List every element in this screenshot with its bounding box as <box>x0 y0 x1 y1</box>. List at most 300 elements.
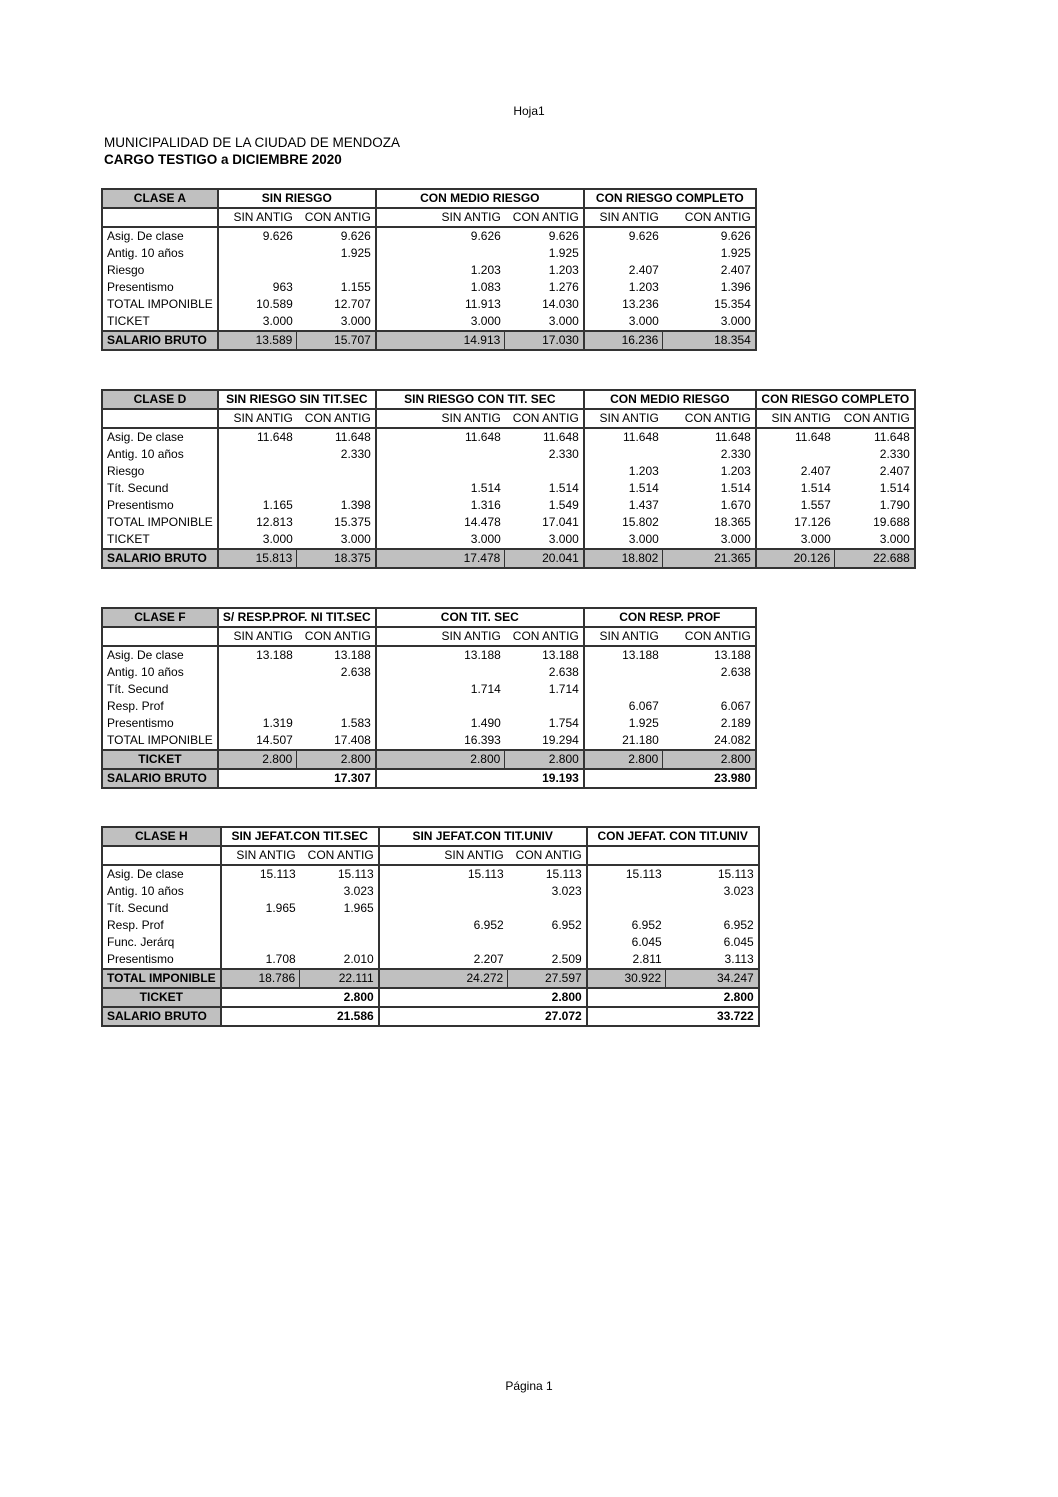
total-imponible-row-value: 34.247 <box>666 969 759 988</box>
row-value: 1.925 <box>297 245 376 262</box>
row-value: 14.507 <box>256 733 293 747</box>
row-value: 1.549 <box>505 497 584 514</box>
row-value: 11.648 <box>505 428 584 446</box>
row-value: 3.000 <box>800 532 831 546</box>
ticket-row <box>102 750 756 769</box>
row-value: 1.319 <box>262 716 293 730</box>
row-value: 1.514 <box>628 481 659 495</box>
row-value: 11.648 <box>835 428 915 446</box>
table-row <box>102 715 756 732</box>
row-value: 14.030 <box>505 296 584 313</box>
row-value: 17.126 <box>794 515 831 529</box>
table-row <box>102 951 759 969</box>
table-row <box>102 227 756 245</box>
row-value: 13.236 <box>622 297 659 311</box>
con-antig-header: CON ANTIG <box>505 208 584 227</box>
row-label: TICKET <box>102 313 218 331</box>
row-value <box>218 681 297 698</box>
row-value: 1.514 <box>505 480 584 497</box>
table-row <box>102 900 759 917</box>
page-header: Hoja1 <box>513 104 545 118</box>
row-value: 1.925 <box>663 245 756 262</box>
row-value: 1.203 <box>505 262 584 279</box>
con-antig-header: CON ANTIG <box>663 627 756 646</box>
row-value <box>297 480 376 497</box>
row-value <box>218 480 297 497</box>
table-row <box>102 698 756 715</box>
row-value: 11.648 <box>623 430 659 444</box>
table-row <box>102 664 756 681</box>
total-imponible-row-value: 24.272 <box>379 969 508 988</box>
row-value: 6.067 <box>628 699 659 713</box>
row-value: 17.408 <box>297 732 376 750</box>
group-header: SIN RIESGO <box>218 189 376 208</box>
row-value <box>379 900 508 917</box>
row-value: 3.000 <box>470 532 501 546</box>
total-imponible-row-label: TOTAL IMPONIBLE <box>102 969 221 988</box>
con-antig-header: CON ANTIG <box>505 409 584 428</box>
row-value: 3.000 <box>663 531 756 549</box>
con-antig-header: CON ANTIG <box>663 208 756 227</box>
group-header: SIN RIESGO SIN TIT.SEC <box>218 390 376 409</box>
row-value: 9.626 <box>628 229 659 243</box>
salario-bruto-row-value: 33.722 <box>587 1007 759 1026</box>
row-value: 2.638 <box>505 664 584 681</box>
row-label: Asig. De clase <box>102 428 218 446</box>
row-label: Antig. 10 años <box>102 245 218 262</box>
row-label: Presentismo <box>102 279 218 296</box>
row-label: Asig. De clase <box>102 646 218 664</box>
row-value: 11.648 <box>297 428 376 446</box>
salario-bruto-row-label: SALARIO BRUTO <box>102 331 218 350</box>
row-value: 10.589 <box>256 297 293 311</box>
row-label: Presentismo <box>102 951 221 969</box>
row-value <box>584 664 663 681</box>
document-subtitle: CARGO TESTIGO a DICIEMBRE 2020 <box>104 152 342 167</box>
row-label: TOTAL IMPONIBLE <box>102 514 218 531</box>
row-value <box>508 900 587 917</box>
salario-bruto-row-value: 15.707 <box>297 331 376 350</box>
table-row <box>102 480 915 497</box>
row-value: 6.952 <box>666 917 759 934</box>
row-label: Presentismo <box>102 497 218 514</box>
row-value: 2.407 <box>663 262 756 279</box>
row-value: 13.188 <box>256 648 293 662</box>
con-antig-header: CON ANTIG <box>297 208 376 227</box>
sin-antig-header: SIN ANTIG <box>376 208 505 227</box>
empty-corner <box>102 846 221 865</box>
row-value: 2.010 <box>300 951 379 969</box>
salario-bruto-row-label: SALARIO BRUTO <box>102 549 218 568</box>
row-value: 1.925 <box>505 245 584 262</box>
row-value <box>584 446 663 463</box>
row-value <box>297 463 376 480</box>
group-header: S/ RESP.PROF. NI TIT.SEC <box>218 608 376 627</box>
total-imponible-row-value: 30.922 <box>587 969 666 988</box>
row-value: 3.000 <box>470 314 501 328</box>
row-value: 2.407 <box>800 464 831 478</box>
class-label: CLASE D <box>102 390 218 409</box>
row-value <box>218 262 297 279</box>
row-value <box>663 681 756 698</box>
row-value <box>297 262 376 279</box>
total-imponible-row <box>102 969 759 988</box>
row-value: 1.203 <box>628 280 659 294</box>
salario-bruto-row-value: 17.307 <box>218 769 376 788</box>
row-value: 2.330 <box>505 446 584 463</box>
row-value: 3.023 <box>666 883 759 900</box>
group-header: CON TIT. SEC <box>376 608 584 627</box>
row-value <box>379 883 508 900</box>
row-value: 3.113 <box>666 951 759 969</box>
subheader-row <box>102 627 756 646</box>
table-row <box>102 681 756 698</box>
row-value: 2.407 <box>628 263 659 277</box>
row-label: TOTAL IMPONIBLE <box>102 296 218 313</box>
empty-corner <box>102 208 218 227</box>
salario-bruto-row-value: 23.980 <box>584 769 756 788</box>
salario-bruto-row-value: 18.375 <box>297 549 376 568</box>
table-clase-f <box>101 607 757 789</box>
row-value: 6.952 <box>473 918 504 932</box>
row-value: 1.790 <box>835 497 915 514</box>
con-antig-header: CON ANTIG <box>297 627 376 646</box>
group-header: CON MEDIO RIESGO <box>376 189 584 208</box>
row-label: Antig. 10 años <box>102 664 218 681</box>
table-row <box>102 917 759 934</box>
ticket-row-value: 2.800 <box>663 750 756 769</box>
row-value: 1.083 <box>470 280 501 294</box>
row-value: 1.583 <box>297 715 376 732</box>
table-row <box>102 883 759 900</box>
sin-antig-header: SIN ANTIG <box>221 846 300 865</box>
page-footer: Página 1 <box>505 1379 553 1393</box>
salario-bruto-row-value: 21.365 <box>663 549 756 568</box>
ticket-row-label: TICKET <box>102 988 221 1007</box>
row-value <box>376 245 505 262</box>
sin-antig-header: SIN ANTIG <box>756 409 835 428</box>
table-clase-a <box>101 188 757 351</box>
row-value: 3.000 <box>262 314 293 328</box>
row-value: 12.813 <box>256 515 293 529</box>
salario-bruto-row-value: 18.354 <box>663 331 756 350</box>
row-value: 3.000 <box>835 531 915 549</box>
row-label: Riesgo <box>102 262 218 279</box>
row-value: 1.203 <box>628 464 659 478</box>
table-row <box>102 646 756 664</box>
ticket-row-value: 2.800 <box>587 988 759 1007</box>
salario-bruto-row-value: 13.589 <box>218 331 297 350</box>
salario-bruto-row-value: 20.041 <box>505 549 584 568</box>
row-value: 1.490 <box>470 716 501 730</box>
row-value: 18.365 <box>663 514 756 531</box>
table-row <box>102 531 915 549</box>
group-header: CON JEFAT. CON TIT.UNIV <box>587 827 759 846</box>
table-row <box>102 262 756 279</box>
row-value <box>756 446 835 463</box>
row-value: 11.913 <box>465 297 501 311</box>
row-value: 1.203 <box>663 463 756 480</box>
row-value: 1.714 <box>470 682 501 696</box>
row-value <box>587 900 666 917</box>
table-row <box>102 279 756 296</box>
salario-bruto-row-value: 17.030 <box>505 331 584 350</box>
salario-bruto-row <box>102 1007 759 1026</box>
empty-corner <box>102 627 218 646</box>
ticket-row-value: 2.800 <box>221 988 379 1007</box>
row-value: 9.626 <box>262 229 293 243</box>
row-value: 15.113 <box>508 865 587 883</box>
sin-antig-header: SIN ANTIG <box>584 627 663 646</box>
row-value <box>666 900 759 917</box>
row-value: 1.670 <box>663 497 756 514</box>
row-value <box>505 463 584 480</box>
total-imponible-row-value: 18.786 <box>221 969 300 988</box>
class-label: CLASE F <box>102 608 218 627</box>
row-value: 1.203 <box>470 263 501 277</box>
row-value: 2.330 <box>663 446 756 463</box>
salario-bruto-row-value: 20.126 <box>756 549 835 568</box>
row-label: Tít. Secund <box>102 480 218 497</box>
subheader-row <box>102 208 756 227</box>
row-value: 3.023 <box>300 883 379 900</box>
subheader-row <box>102 846 759 865</box>
row-value <box>376 446 505 463</box>
row-value: 15.113 <box>666 865 759 883</box>
ticket-row-value: 2.800 <box>297 750 376 769</box>
row-label: Asig. De clase <box>102 227 218 245</box>
row-value <box>376 463 505 480</box>
row-value: 963 <box>272 280 293 294</box>
sin-antig-header: SIN ANTIG <box>218 208 297 227</box>
salario-bruto-row <box>102 331 756 350</box>
table-row <box>102 934 759 951</box>
row-value: 2.811 <box>632 952 662 966</box>
row-value: 2.189 <box>663 715 756 732</box>
row-value: 1.557 <box>800 498 831 512</box>
group-header-row <box>102 827 759 846</box>
row-value: 13.188 <box>622 648 659 662</box>
ticket-row-value: 2.800 <box>505 750 584 769</box>
row-label: Riesgo <box>102 463 218 480</box>
salario-bruto-row-value: 22.688 <box>835 549 915 568</box>
table-row <box>102 514 915 531</box>
row-value <box>218 698 297 715</box>
row-value: 6.952 <box>631 918 662 932</box>
class-label: CLASE A <box>102 189 218 208</box>
row-value <box>300 917 379 934</box>
row-value: 2.330 <box>297 446 376 463</box>
row-value <box>221 934 300 951</box>
document-title: MUNICIPALIDAD DE LA CIUDAD DE MENDOZA <box>104 135 401 150</box>
salario-bruto-row <box>102 769 756 788</box>
salario-bruto-row-value: 19.193 <box>376 769 584 788</box>
row-value: 6.045 <box>666 934 759 951</box>
group-header: CON RIESGO COMPLETO <box>584 189 756 208</box>
table-row <box>102 313 756 331</box>
ticket-row <box>102 988 759 1007</box>
row-label: Antig. 10 años <box>102 883 221 900</box>
row-value: 21.180 <box>622 733 659 747</box>
row-value <box>376 698 505 715</box>
row-value: 1.708 <box>265 952 296 966</box>
row-label: Tít. Secund <box>102 900 221 917</box>
row-label: TICKET <box>102 531 218 549</box>
row-value: 2.638 <box>297 664 376 681</box>
row-label: Presentismo <box>102 715 218 732</box>
group-header: CON MEDIO RIESGO <box>584 390 756 409</box>
group-header: SIN JEFAT.CON TIT.UNIV <box>379 827 587 846</box>
row-value: 3.000 <box>297 531 376 549</box>
con-antig-header: CON ANTIG <box>297 409 376 428</box>
row-value: 3.000 <box>505 531 584 549</box>
group-header-row <box>102 189 756 208</box>
row-value: 2.330 <box>835 446 915 463</box>
ticket-row-value: 2.800 <box>584 750 663 769</box>
row-value: 1.514 <box>835 480 915 497</box>
table-row <box>102 497 915 514</box>
ticket-row-label: TICKET <box>102 750 218 769</box>
row-value: 19.294 <box>505 732 584 750</box>
row-value <box>584 245 663 262</box>
row-label: Tít. Secund <box>102 681 218 698</box>
row-value: 9.626 <box>297 227 376 245</box>
row-value: 15.113 <box>467 867 504 881</box>
row-value: 9.626 <box>470 229 501 243</box>
row-label: Resp. Prof <box>102 917 221 934</box>
row-value: 3.023 <box>508 883 587 900</box>
con-antig-header: CON ANTIG <box>663 409 756 428</box>
empty-subheader <box>587 846 759 865</box>
row-value: 3.000 <box>663 313 756 331</box>
salario-bruto-row-value: 15.813 <box>218 549 297 568</box>
row-value: 1.396 <box>663 279 756 296</box>
row-label: Asig. De clase <box>102 865 221 883</box>
row-label: Resp. Prof <box>102 698 218 715</box>
empty-corner <box>102 409 218 428</box>
row-value: 1.925 <box>628 716 659 730</box>
con-antig-header: CON ANTIG <box>508 846 587 865</box>
sin-antig-header: SIN ANTIG <box>376 409 505 428</box>
row-value: 3.000 <box>628 314 659 328</box>
row-value: 9.626 <box>663 227 756 245</box>
row-value: 2.407 <box>835 463 915 480</box>
table-row <box>102 296 756 313</box>
row-value <box>218 245 297 262</box>
row-value: 13.188 <box>464 648 501 662</box>
sin-antig-header: SIN ANTIG <box>218 409 297 428</box>
row-value: 3.000 <box>505 313 584 331</box>
sin-antig-header: SIN ANTIG <box>584 409 663 428</box>
row-value: 1.714 <box>505 681 584 698</box>
row-value <box>300 934 379 951</box>
row-value: 14.478 <box>464 515 501 529</box>
table-clase-d <box>101 389 916 569</box>
row-value: 13.188 <box>505 646 584 664</box>
row-value: 15.113 <box>625 867 662 881</box>
row-value: 17.041 <box>505 514 584 531</box>
row-value: 1.514 <box>800 481 831 495</box>
row-value: 1.165 <box>262 498 293 512</box>
table-row <box>102 428 915 446</box>
row-value: 11.648 <box>465 430 501 444</box>
salario-bruto-row <box>102 549 915 568</box>
row-value: 15.354 <box>663 296 756 313</box>
table-row <box>102 732 756 750</box>
row-value: 1.514 <box>470 481 501 495</box>
group-header-row <box>102 608 756 627</box>
row-value: 6.067 <box>663 698 756 715</box>
row-value <box>218 664 297 681</box>
subheader-row <box>102 409 915 428</box>
sin-antig-header: SIN ANTIG <box>584 208 663 227</box>
table-row <box>102 463 915 480</box>
row-value: 15.802 <box>622 515 659 529</box>
salario-bruto-row-value: 14.913 <box>376 331 505 350</box>
sin-antig-header: SIN ANTIG <box>379 846 508 865</box>
row-value <box>584 681 663 698</box>
row-value <box>221 917 300 934</box>
row-value: 3.000 <box>262 532 293 546</box>
row-value: 2.638 <box>663 664 756 681</box>
salario-bruto-row-value: 27.072 <box>379 1007 587 1026</box>
row-value <box>505 698 584 715</box>
row-value: 16.393 <box>464 733 501 747</box>
row-value: 1.514 <box>663 480 756 497</box>
group-header: CON RIESGO COMPLETO <box>756 390 915 409</box>
sin-antig-header: SIN ANTIG <box>218 627 297 646</box>
table-row <box>102 446 915 463</box>
row-value <box>218 463 297 480</box>
row-value: 6.045 <box>631 935 662 949</box>
row-value: 3.000 <box>628 532 659 546</box>
row-label: Antig. 10 años <box>102 446 218 463</box>
salario-bruto-row-value: 21.586 <box>221 1007 379 1026</box>
row-value: 1.276 <box>505 279 584 296</box>
total-imponible-row-value: 27.597 <box>508 969 587 988</box>
row-value: 13.188 <box>297 646 376 664</box>
row-value <box>218 446 297 463</box>
con-antig-header: CON ANTIG <box>835 409 915 428</box>
salario-bruto-row-value: 18.802 <box>584 549 663 568</box>
con-antig-header: CON ANTIG <box>300 846 379 865</box>
ticket-row-value: 2.800 <box>218 750 297 769</box>
row-label: TOTAL IMPONIBLE <box>102 732 218 750</box>
row-value: 1.437 <box>628 498 659 512</box>
table-row <box>102 865 759 883</box>
row-value: 2.509 <box>508 951 587 969</box>
row-value <box>508 934 587 951</box>
row-value: 11.648 <box>663 428 756 446</box>
total-imponible-row-value: 22.111 <box>300 969 379 988</box>
row-value <box>376 664 505 681</box>
row-value <box>221 883 300 900</box>
row-value <box>297 698 376 715</box>
sin-antig-header: SIN ANTIG <box>376 627 505 646</box>
row-value <box>379 934 508 951</box>
row-value: 15.113 <box>300 865 379 883</box>
row-value: 1.155 <box>297 279 376 296</box>
con-antig-header: CON ANTIG <box>505 627 584 646</box>
row-value: 15.113 <box>259 867 296 881</box>
row-value <box>587 883 666 900</box>
salario-bruto-row-value: 16.236 <box>584 331 663 350</box>
row-value: 1.965 <box>265 901 296 915</box>
class-label: CLASE H <box>102 827 221 846</box>
row-value: 1.398 <box>297 497 376 514</box>
row-value: 19.688 <box>835 514 915 531</box>
group-header: CON RESP. PROF <box>584 608 756 627</box>
